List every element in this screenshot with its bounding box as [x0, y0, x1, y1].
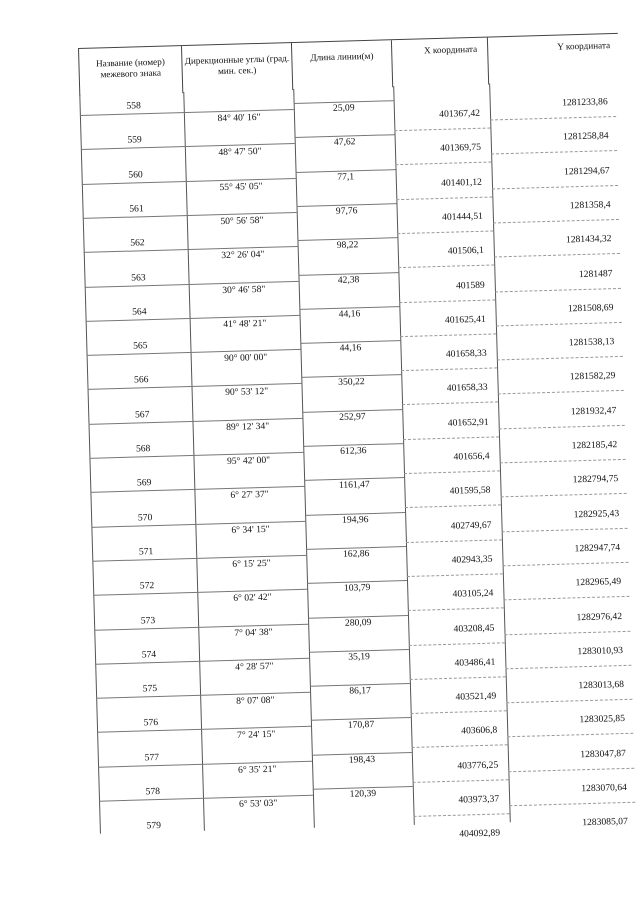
point-x-coordinate: 403105,24	[452, 587, 494, 600]
direction-angle: 6° 53' 03"	[238, 797, 278, 810]
y-row-divider	[508, 767, 634, 772]
x-row-divider	[409, 642, 505, 646]
header-name: Название (номер) межевого знака	[78, 46, 183, 96]
direction-angle: 95° 42' 00"	[226, 454, 271, 467]
direction-angle: 50° 56' 58"	[220, 214, 264, 227]
y-row-divider	[501, 493, 627, 498]
point-x-coordinate: 403606,8	[461, 724, 498, 737]
y-row-divider	[503, 562, 629, 567]
point-x-coordinate: 401656,4	[453, 450, 490, 463]
x-row-divider	[414, 813, 510, 817]
direction-angle: 7° 04' 38"	[234, 626, 273, 639]
point-y-coordinate: 1281434,32	[565, 233, 612, 246]
line-length: 86,17	[349, 685, 372, 697]
line-length: 194,96	[341, 513, 369, 526]
point-x-coordinate: 401652,91	[447, 416, 489, 429]
x-row-divider	[396, 196, 492, 200]
point-name: 559	[127, 134, 142, 146]
y-row-divider	[492, 185, 618, 190]
point-y-coordinate: 1282976,42	[576, 610, 623, 623]
line-length: 612,36	[340, 445, 367, 457]
point-y-coordinate: 1283025,85	[579, 713, 626, 726]
point-name: 577	[144, 751, 160, 764]
x-row-divider	[402, 402, 498, 406]
line-length: 77,1	[337, 170, 355, 183]
point-x-coordinate: 403521,49	[455, 690, 497, 703]
point-name: 560	[128, 168, 143, 181]
x-row-divider	[413, 779, 509, 783]
direction-angle: 4° 28' 57"	[235, 660, 274, 673]
x-row-divider	[411, 710, 507, 714]
line-length: 98,22	[336, 239, 359, 252]
line-length: 198,43	[348, 753, 376, 766]
point-y-coordinate: 1282794,75	[572, 473, 619, 486]
direction-angle: 6° 15' 25"	[232, 557, 271, 570]
line-length: 44,16	[338, 308, 361, 320]
point-y-coordinate: 1281582,29	[569, 370, 616, 383]
point-name: 558	[126, 100, 141, 112]
point-name: 564	[132, 305, 147, 318]
point-x-coordinate: 403208,45	[453, 622, 495, 635]
point-x-coordinate: 401444,51	[441, 210, 484, 223]
point-name: 567	[134, 408, 150, 421]
y-row-divider	[502, 527, 628, 532]
y-row-divider	[491, 150, 617, 155]
point-y-coordinate: 1281294,67	[563, 164, 610, 178]
x-row-divider	[394, 128, 490, 132]
point-y-coordinate: 1281487	[578, 267, 613, 280]
y-row-divider	[509, 802, 635, 807]
point-y-coordinate: 1281258,84	[562, 130, 609, 143]
direction-angle: 8° 07' 08"	[236, 694, 275, 707]
y-row-divider	[497, 356, 623, 361]
point-x-coordinate: 403973,37	[458, 793, 500, 806]
point-x-coordinate: 401595,58	[449, 484, 491, 498]
point-x-coordinate: 401658,33	[445, 347, 487, 360]
point-y-coordinate: 1281932,47	[570, 404, 617, 418]
point-name: 562	[130, 237, 145, 249]
direction-angle: 6° 27' 37"	[230, 489, 269, 502]
y-row-divider	[490, 116, 616, 121]
point-x-coordinate: 403486,41	[454, 656, 496, 669]
x-row-divider	[399, 299, 495, 303]
direction-angle: 7° 24' 15"	[236, 729, 276, 742]
point-x-coordinate: 401506,1	[447, 244, 484, 257]
point-name: 561	[129, 203, 144, 215]
point-y-coordinate: 1283085,07	[582, 816, 628, 829]
point-y-coordinate: 1281508,69	[567, 301, 614, 315]
point-y-coordinate: 1282925,43	[573, 507, 620, 520]
line-length: 252,97	[339, 410, 366, 423]
header-distance: Длина линии(м)	[292, 40, 393, 90]
y-row-divider	[507, 733, 633, 738]
y-row-divider	[493, 219, 619, 224]
line-length: 170,87	[347, 719, 375, 732]
point-name: 574	[141, 648, 157, 661]
point-name: 576	[143, 717, 159, 729]
line-length: 42,38	[337, 273, 360, 286]
point-y-coordinate: 1282185,42	[571, 439, 618, 452]
point-y-coordinate: 1283013,68	[578, 679, 625, 692]
x-row-divider	[404, 470, 500, 474]
point-name: 568	[135, 443, 151, 455]
point-x-coordinate: 402943,35	[451, 553, 493, 566]
line-length: 97,76	[335, 205, 358, 217]
line-length: 44,16	[339, 342, 362, 354]
point-x-coordinate: 402749,67	[450, 519, 492, 532]
point-y-coordinate: 1281538,13	[568, 336, 615, 349]
line-length: 162,86	[342, 547, 370, 560]
point-name: 571	[138, 545, 154, 558]
point-y-coordinate: 1283070,64	[581, 781, 628, 795]
point-y-coordinate: 1281358,4	[569, 199, 611, 212]
direction-angle: 84° 40' 16"	[217, 111, 261, 125]
point-x-coordinate: 401401,12	[440, 176, 483, 189]
y-row-divider	[504, 596, 630, 601]
point-x-coordinate: 401589	[455, 279, 485, 292]
point-name: 575	[142, 683, 158, 695]
x-row-divider	[407, 573, 503, 577]
y-row-divider	[498, 390, 624, 395]
point-y-coordinate: 1281233,86	[561, 96, 608, 109]
point-y-coordinate: 1283047,87	[580, 747, 627, 760]
direction-angle: 89° 12' 34"	[225, 420, 270, 433]
direction-angle: 48° 47' 50"	[218, 146, 262, 159]
point-name: 579	[146, 820, 162, 832]
direction-angle: 6° 02' 42"	[233, 591, 272, 605]
x-row-divider	[405, 505, 501, 509]
y-row-divider	[499, 425, 625, 430]
line-length: 120,39	[349, 787, 377, 800]
boundary-coordinates-table	[78, 33, 640, 840]
point-name: 578	[145, 786, 161, 798]
x-row-divider	[401, 368, 497, 372]
direction-angle: 41° 48' 21"	[223, 317, 267, 330]
line-length: 280,09	[344, 616, 372, 629]
point-y-coordinate: 1282965,49	[575, 576, 622, 589]
point-name: 569	[136, 477, 152, 489]
line-length: 103,79	[343, 582, 371, 594]
point-x-coordinate: 403776,25	[457, 759, 499, 772]
x-row-divider	[406, 539, 502, 543]
line-length: 25,09	[332, 102, 355, 114]
y-row-divider	[505, 630, 631, 635]
y-row-divider	[500, 459, 626, 464]
x-row-divider	[395, 162, 491, 166]
y-row-divider	[495, 287, 621, 292]
point-x-coordinate: 401625,41	[444, 313, 486, 326]
direction-angle: 55° 45' 05"	[219, 180, 263, 193]
x-row-divider	[400, 333, 496, 337]
y-row-divider	[494, 253, 620, 258]
direction-angle: 30° 46' 58"	[222, 283, 266, 296]
point-x-coordinate: 401367,42	[439, 107, 481, 120]
y-row-divider	[496, 322, 622, 327]
point-name: 572	[139, 580, 155, 592]
point-name: 565	[132, 340, 148, 352]
line-length: 35,19	[348, 650, 371, 663]
x-row-divider	[397, 230, 493, 234]
header-y: Y координата	[557, 40, 611, 52]
point-name: 570	[137, 511, 153, 524]
x-row-divider	[412, 745, 508, 749]
line-length: 1161,47	[338, 479, 370, 492]
point-x-coordinate: 404092,89	[459, 827, 501, 840]
line-length: 350,22	[338, 376, 365, 389]
point-x-coordinate: 401369,75	[440, 142, 482, 155]
point-y-coordinate: 1282947,74	[574, 541, 621, 555]
header-angle: Дирекционные углы (град. мин. сек.)	[182, 43, 293, 93]
direction-angle: 90° 53' 12"	[225, 386, 269, 399]
line-length: 47,62	[333, 136, 356, 149]
direction-angle: 90° 00' 00"	[224, 351, 268, 365]
x-row-divider	[410, 676, 506, 680]
x-row-divider	[403, 436, 499, 440]
point-name: 566	[133, 374, 149, 386]
x-row-divider	[408, 608, 504, 612]
direction-angle: 6° 35' 21"	[237, 763, 277, 776]
direction-angle: 32° 26' 04"	[221, 249, 265, 262]
point-x-coordinate: 401658,33	[446, 382, 488, 395]
point-name: 563	[131, 271, 146, 284]
x-row-divider	[398, 265, 494, 269]
direction-angle: 6° 34' 15"	[231, 523, 270, 536]
point-y-coordinate: 1283010,93	[577, 644, 624, 658]
y-row-divider	[505, 665, 631, 670]
table-body	[79, 80, 639, 840]
point-name: 573	[140, 614, 156, 626]
y-row-divider	[506, 699, 632, 704]
header-x: X координата	[392, 38, 489, 88]
